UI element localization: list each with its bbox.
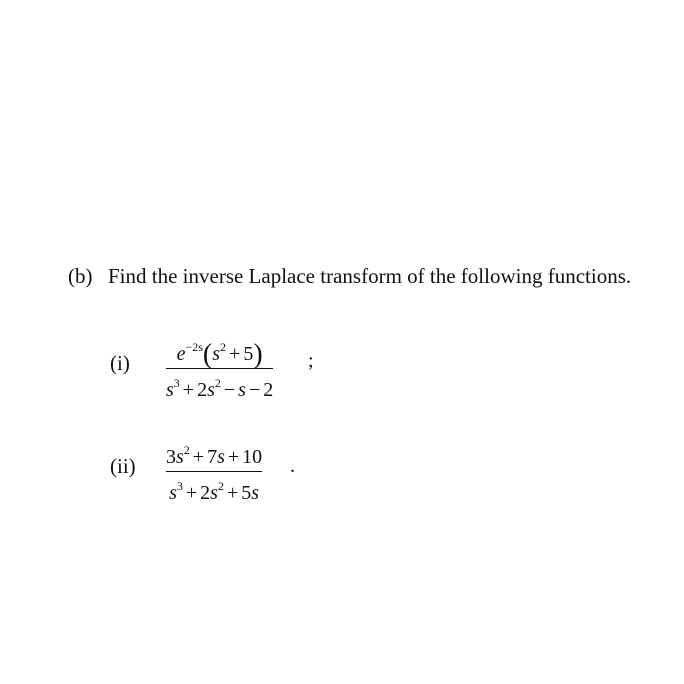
terminator-period: . (290, 455, 295, 477)
fraction-numerator: $e^{-2s}(s^2 + 5)$ (176, 339, 263, 370)
fraction-ii (166, 438, 262, 505)
item-label: (ii) (110, 454, 136, 478)
question-text: Find the inverse Laplace transform of the following functions. (108, 264, 632, 288)
part-label: (b) (68, 264, 93, 288)
item-label: (i) (110, 351, 130, 375)
exponent: −2s (185, 340, 203, 354)
question-heading (68, 262, 631, 290)
terminator-semicolon: ; (308, 350, 314, 372)
fraction-denominator: $s^3 + 2s^2 - s - 2$ (166, 376, 274, 401)
fraction-numerator: $3s^2 + 7s + 10$ (166, 443, 263, 468)
fraction-bar (166, 471, 262, 472)
fraction-denominator: $s^3 + 2s^2 + 5s$ (169, 479, 260, 504)
fraction-i (166, 335, 273, 402)
